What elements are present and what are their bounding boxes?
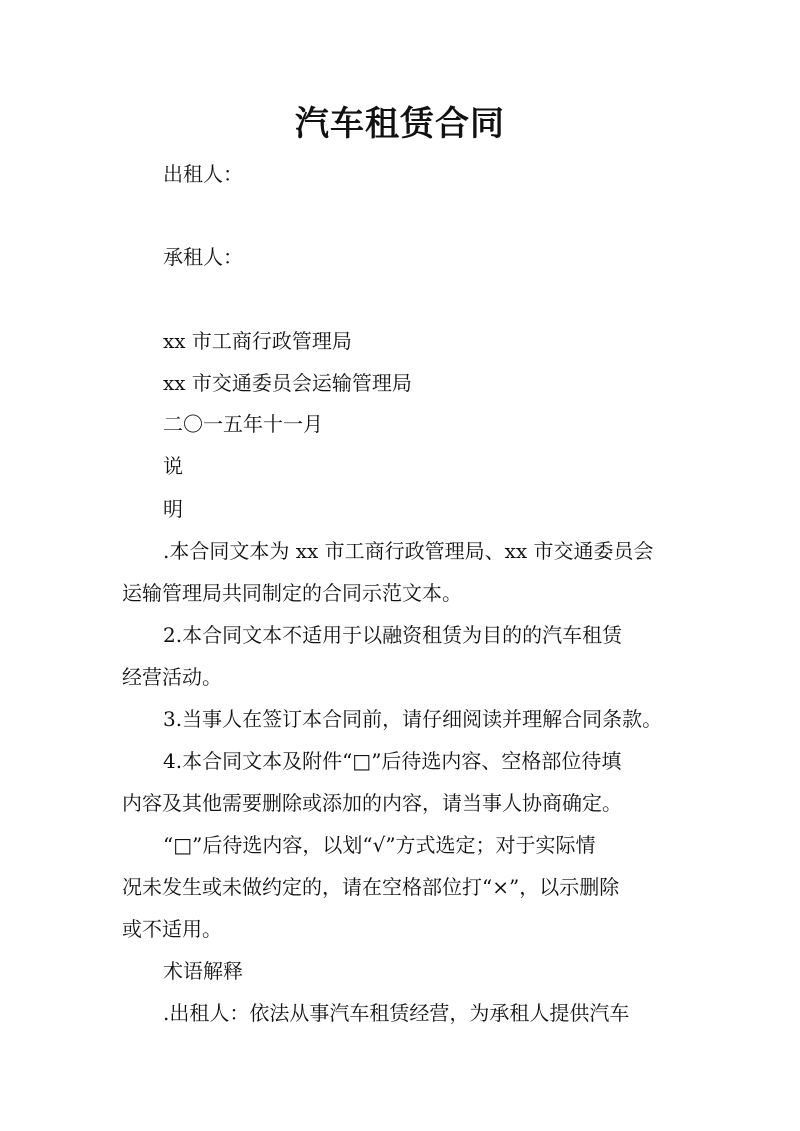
note-1-line-1: .本合同文本为 xx 市工商行政管理局、xx 市交通委员会 [163,539,654,563]
lessee-label: 承租人： [163,245,243,269]
note-5-line-1: “□”后待选内容，以划“√”方式选定；对于实际情 [163,833,596,857]
note-5-line-2: 况未发生或未做约定的，请在空格部位打“×”，以示删除 [122,875,620,899]
issue-date: 二〇一五年十一月 [163,412,323,436]
terms-heading: 术语解释 [163,959,243,983]
note-4-line-2: 内容及其他需要删除或添加的内容，请当事人协商确定。 [122,791,622,815]
note-4-line-1: 4.本合同文本及附件“□”后待选内容、空格部位待填 [163,749,622,773]
notes-heading-2: 明 [163,497,183,521]
note-1-line-2: 运输管理局共同制定的合同示范文本。 [122,581,462,605]
term-1-line-1: .出租人：依法从事汽车租赁经营，为承租人提供汽车 [163,1001,630,1025]
note-3-line-1: 3.当事人在签订本合同前，请仔细阅读并理解合同条款。 [163,707,663,731]
note-5-line-3: 或不适用。 [122,917,222,941]
issuer-2: xx 市交通委员会运输管理局 [163,371,412,395]
page-title: 汽车租赁合同 [295,104,505,144]
lessor-label: 出租人： [163,162,243,186]
note-2-line-1: 2.本合同文本不适用于以融资租赁为目的的汽车租赁 [163,623,623,647]
note-2-line-2: 经营活动。 [122,665,222,689]
notes-heading-1: 说 [163,454,183,478]
issuer-1: xx 市工商行政管理局 [163,329,352,353]
